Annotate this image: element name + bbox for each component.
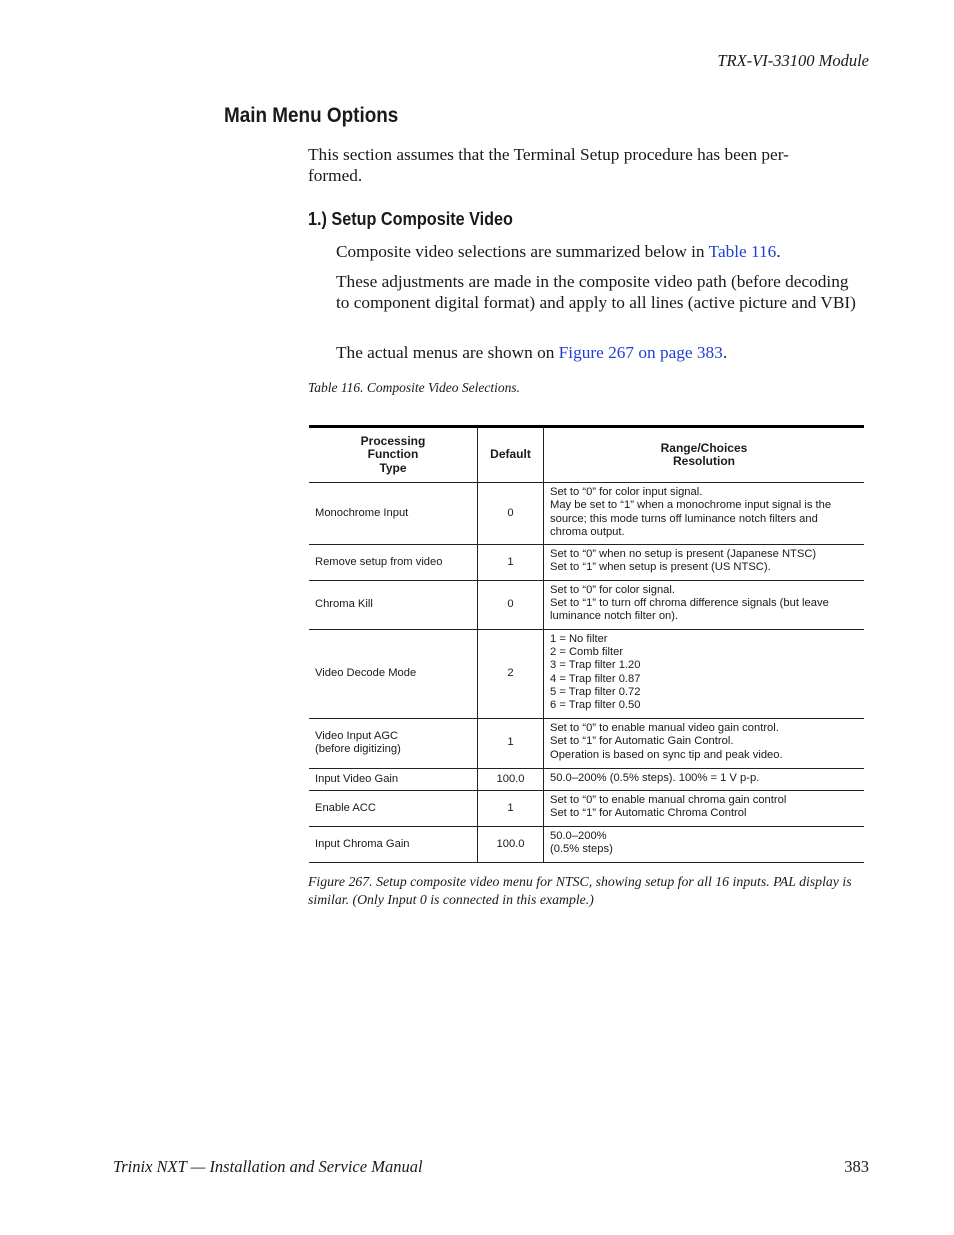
page-number: 383 (844, 1157, 869, 1176)
default-cell: 1 (478, 790, 544, 826)
function-cell: Monochrome Input (309, 483, 478, 545)
table-caption: Table 116. Composite Video Selections. (308, 380, 520, 395)
function-cell: Video Decode Mode (309, 629, 478, 718)
composite-video-selections-table (309, 425, 864, 863)
paragraph-text: . (776, 242, 781, 261)
table-row (309, 483, 864, 545)
footer-manual-title: Trinix NXT — Installation and Service Manual (113, 1157, 423, 1176)
default-cell: 0 (478, 483, 544, 545)
function-cell: Video Input AGC (before digitizing) (309, 718, 478, 768)
function-cell: Chroma Kill (309, 580, 478, 629)
table-row (309, 790, 864, 826)
range-cell: 50.0–200% (0.5% steps) (544, 826, 865, 862)
table-row (309, 826, 864, 862)
section-title: Main Menu Options (224, 104, 399, 127)
function-cell: Enable ACC (309, 790, 478, 826)
default-cell: 0 (478, 580, 544, 629)
paragraph-text: Composite video selections are summarized below in (336, 242, 709, 261)
intro-paragraph: This section assumes that the Terminal Setup procedure has been per-formed. (308, 145, 789, 185)
running-header: TRX-VI-33100 Module (717, 51, 869, 70)
range-cell: 1 = No filter 2 = Comb filter 3 = Trap filter 1.20 4 = Trap filter 0.87 5 = Trap filter 0.72 6 = Trap filter 0.50 (544, 629, 865, 718)
figure-267-link[interactable]: Figure 267 on page 383 (558, 343, 723, 362)
function-cell: Input Video Gain (309, 768, 478, 790)
function-cell: Remove setup from video (309, 545, 478, 581)
header-default: Default (478, 427, 544, 483)
figure-caption: Figure 267. Setup composite video menu for NTSC, showing setup for all 16 inputs. PAL display is similar. (Only Input 0 is connected in this example.) (308, 874, 852, 907)
default-cell: 2 (478, 629, 544, 718)
paragraph-adjustments: These adjustments are made in the composite video path (before decoding to component digital format) and apply to all lines (active picture and VBI) (336, 272, 856, 312)
paragraph-text: The actual menus are shown on (336, 343, 559, 362)
function-cell: Input Chroma Gain (309, 826, 478, 862)
table-header-row (309, 427, 864, 483)
range-cell: Set to “0” when no setup is present (Japanese NTSC) Set to “1” when setup is present (US NTSC). (544, 545, 865, 581)
table-row (309, 580, 864, 629)
header-processing-function: Processing Function Type (309, 427, 478, 483)
default-cell: 100.0 (478, 768, 544, 790)
table-row (309, 629, 864, 718)
paragraph-figure-reference (336, 343, 856, 364)
default-cell: 1 (478, 545, 544, 581)
range-cell: Set to “0” for color signal. Set to “1” to turn off chroma difference signals (but leave luminance notch filter on). (544, 580, 865, 629)
range-cell: Set to “0” to enable manual video gain control. Set to “1” for Automatic Gain Control. Operation is based on sync tip and peak video. (544, 718, 865, 768)
default-cell: 100.0 (478, 826, 544, 862)
table-row (309, 768, 864, 790)
subsection-title: 1.) Setup Composite Video (308, 209, 513, 229)
range-cell: Set to “0” for color input signal. May be set to “1” when a monochrome input signal is the source; this mode turns off luminance notch filters and chroma output. (544, 483, 865, 545)
range-cell: 50.0–200% (0.5% steps). 100% = 1 V p-p. (544, 768, 865, 790)
range-cell: Set to “0” to enable manual chroma gain control Set to “1” for Automatic Chroma Control (544, 790, 865, 826)
paragraph-table-reference (336, 242, 856, 263)
header-range-choices: Range/Choices Resolution (544, 427, 865, 483)
default-cell: 1 (478, 718, 544, 768)
paragraph-text: . (722, 343, 728, 362)
table-116-link[interactable]: Table 116 (708, 242, 777, 261)
table-row (309, 545, 864, 581)
table-row (309, 718, 864, 768)
